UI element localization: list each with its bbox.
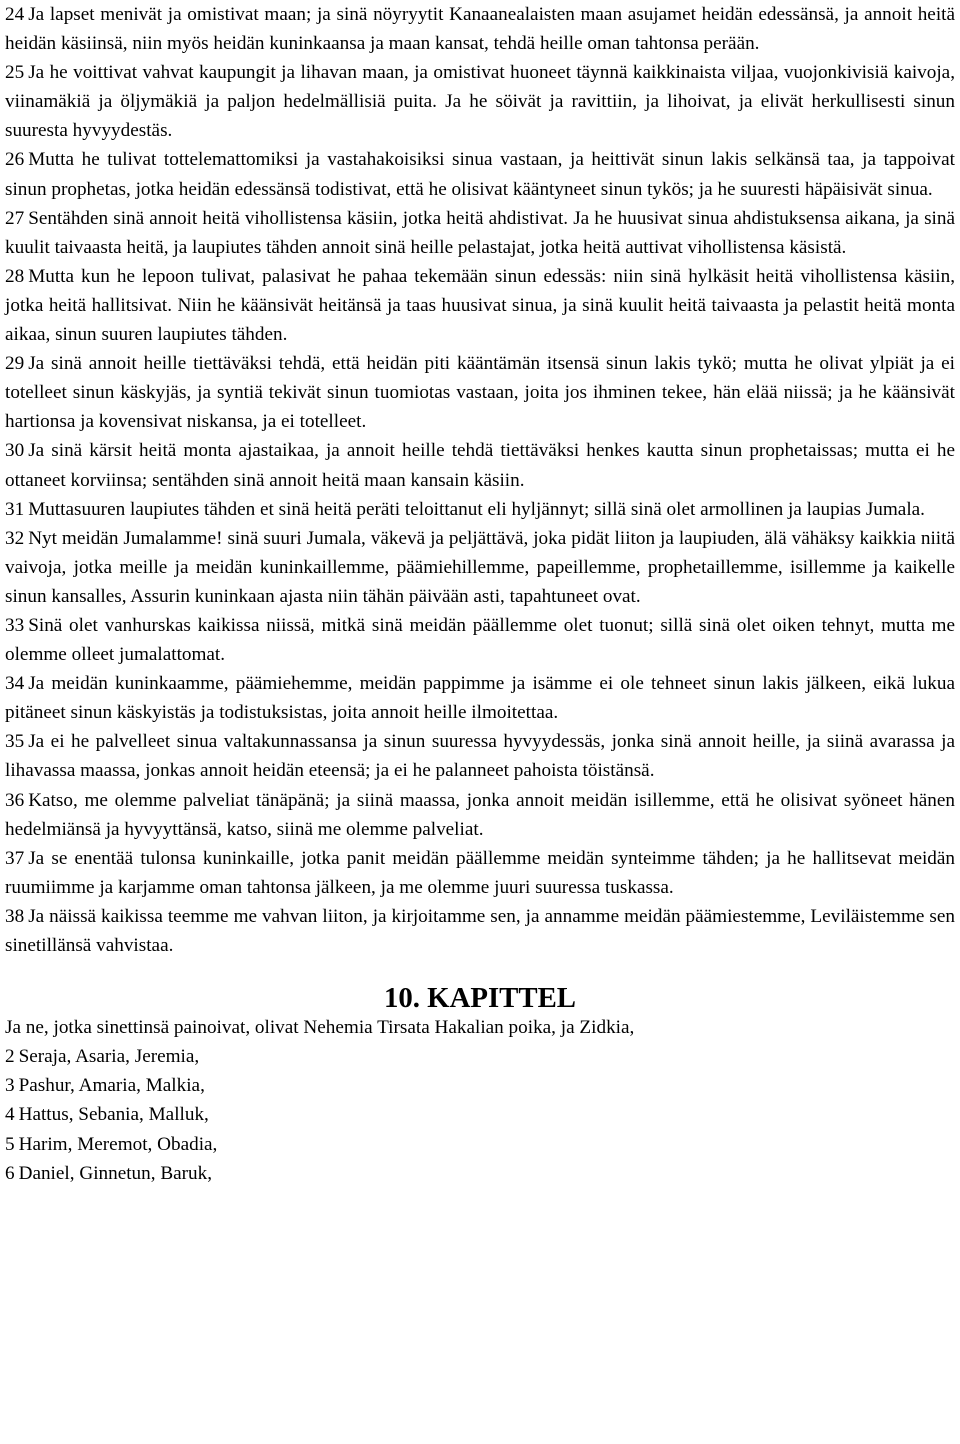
verse-28 <box>5 262 955 349</box>
list-item <box>5 1071 955 1100</box>
verse-number: 33 <box>5 614 25 636</box>
verse-24 <box>5 0 955 58</box>
verse-number: 24 <box>5 4 25 25</box>
verse-text: Katso, me olemme palveliat tänäpänä; ja siinä maassa, jonka annoit meidän isillemme, että he olisivat syöneet hänen hedelmiänsä ja hyvyyttänsä, katso, siinä me olemme palveliat. <box>5 789 955 840</box>
verse-number: 35 <box>5 731 25 753</box>
verse-33 <box>5 611 955 669</box>
list-item <box>5 1100 955 1129</box>
verse-number: 34 <box>5 673 25 695</box>
verse-35 <box>5 727 955 785</box>
verse-number: 25 <box>5 62 25 84</box>
verse-37 <box>5 844 955 902</box>
verse-31 <box>5 495 955 524</box>
verse-text: Pashur, Amaria, Malkia, <box>18 1075 205 1097</box>
verse-text: Mutta he tulivat tottelemattomiksi ja vastahakoisiksi sinua vastaan, ja heittivät sinun lakis selkänsä taa, ja tappoivat sinun prophetas, jotka heidän edessänsä todistivat, että he olisivat kääntyneet sinun tykös; ja he suuresti häpäisivät sinua. <box>5 149 955 200</box>
verse-36 <box>5 786 955 844</box>
verse-number: 3 <box>5 1075 15 1097</box>
verse-text: Mutta kun he lepoon tulivat, palasivat he pahaa tekemään sinun edessäs: niin sinä hylkäsit heitä vihollistensa käsiin, jotka heitä hallitsivat. Niin he käänsivät heitänsä ja taas huusivat sinua, ja sinä kuulit heitä taivaasta ja pelastit heitä monta aikaa, sinun suuren laupiutes tähden. <box>5 265 955 346</box>
verse-34 <box>5 669 955 727</box>
verse-30 <box>5 436 955 494</box>
verse-number: 32 <box>5 527 25 549</box>
verse-text: Sentähden sinä annoit heitä vihollistensa käsiin, jotka heitä ahdistivat. Ja he huusivat sinua ahdistuksensa aikana, ja sinä kuulit taivaasta heitä, ja laupiutes tähden annoit sinä heille pelastajat, jotka heitä auttivat vihollistensa käsistä. <box>5 207 955 258</box>
verse-26 <box>5 145 955 203</box>
verse-text: Nyt meidän Jumalamme! sinä suuri Jumala, väkevä ja peljättävä, joka pidät liiton ja laupiuden, älä vähäksy kaikkia niitä vaivoja, jotka meille ja meidän kuninkaillemme, päämiehillemme, papeillemme, prophetaillemme, isillemme ja kaikelle sinun kansalles, Assurin kuninkaan ajasta niin tähän päivään asti, tapahtuneet ovat. <box>5 527 955 607</box>
verse-text: Ja näissä kaikissa teemme me vahvan liiton, ja kirjoitamme sen, ja annamme meidän päämiestemme, Leviläistemme sen sinetillänsä vahvistaa. <box>5 905 955 956</box>
verse-text: Daniel, Ginnetun, Baruk, <box>18 1162 213 1184</box>
chapter-heading: 10. KAPITTEL <box>383 982 577 1015</box>
verse-number: 31 <box>5 498 25 520</box>
verse-text: Ja meidän kuninkaamme, päämiehemme, meidän pappimme ja isämme ei ole tehneet sinun lakis jälkeen, eikä lukua pitäneet sinun käskyistäs ja todistuksistas, joita annoit heille ilmoitettaa. <box>5 673 955 724</box>
verse-text: Seraja, Asaria, Jeremia, <box>18 1046 200 1068</box>
name-list <box>5 1042 955 1187</box>
verse-list <box>5 0 955 960</box>
list-item <box>5 1159 955 1188</box>
verse-32 <box>5 524 955 611</box>
verse-27 <box>5 204 955 262</box>
verse-29 <box>5 349 955 436</box>
list-item <box>5 1042 955 1071</box>
document-page <box>5 0 955 1188</box>
verse-25 <box>5 58 955 145</box>
verse-38 <box>5 902 955 960</box>
verse-text: Ja sinä annoit heille tiettäväksi tehdä, että heidän piti kääntämän itsensä sinun lakis tykö; mutta he olivat ylpiät ja ei totelleet sinun käskyjäs, ja syntiä tekivät sinun tuomiotas vastaan, joita jos ihminen tekee, hän elää niissä; ja he käänsivät hartionsa ja kovensivat niskansa, ja ei totelleet. <box>5 353 955 433</box>
verse-number: 26 <box>5 149 25 171</box>
verse-number: 5 <box>5 1133 15 1155</box>
verse-text: Ja se enentää tulonsa kuninkaille, jotka panit meidän päällemme meidän synteimme tähden; ja he hallitsevat meidän ruumiimme ja karjamme oman tahtonsa jälkeen, ja me olemme juuri suuressa tuskassa. <box>5 847 955 898</box>
chapter-intro: Ja ne, jotka sinettinsä painoivat, olivat Nehemia Tirsata Hakalian poika, ja Zidkia, <box>5 1017 635 1039</box>
verse-text: Ja lapset menivät ja omistivat maan; ja sinä nöyryytit Kanaanealaisten maan asujamet heidän edessänsä, ja annoit heitä heidän käsiinsä, niin myös heidän kuninkaansa ja maan kansat, tehdä heille oman tahtonsa perään. <box>5 4 955 55</box>
verse-text: Ja sinä kärsit heitä monta ajastaikaa, ja annoit heille tehdä tiettäväksi henkes kautta sinun prophetaissas; mutta ei he ottaneet korviinsa; sentähden sinä annoit heitä maan kansain käsiin. <box>5 440 955 491</box>
verse-text: Ja ei he palvelleet sinua valtakunnassansa ja sinun suuressa hyvyydessäs, jonka sinä annoit heille, ja siinä avarassa ja lihavassa maassa, jonkas annoit heidän eteensä; ja ei he palanneet pahoista töistänsä. <box>5 731 955 782</box>
verse-number: 29 <box>5 353 25 375</box>
verse-text: Harim, Meremot, Obadia, <box>18 1133 218 1155</box>
list-item <box>5 1130 955 1159</box>
verse-number: 4 <box>5 1104 15 1126</box>
verse-number: 36 <box>5 789 25 811</box>
verse-text: Sinä olet vanhurskas kaikissa niissä, mitkä sinä meidän päällemme olet tuonut; sillä sinä olet oiken tehnyt, mutta me olemme olleet jumalattomat. <box>5 614 955 666</box>
verse-number: 28 <box>5 265 25 287</box>
verse-number: 27 <box>5 207 25 229</box>
verse-number: 6 <box>5 1162 15 1184</box>
verse-number: 37 <box>5 847 25 869</box>
verse-text: Ja he voittivat vahvat kaupungit ja lihavan maan, ja omistivat huoneet täynnä kaikkinaista viljaa, vuojonkivisiä kaivoja, viinamäkiä ja öljymäkiä ja paljon hedelmällisiä puita. Ja he söivät ja ravittiin, ja lihoivat, ja elivät herkullisesti sinun suuresta hyvyydestäs. <box>5 62 955 142</box>
verse-text: Muttasuuren laupiutes tähden et sinä heitä peräti teloittanut eli hyljännyt; sillä sinä olet armollinen ja laupias Jumala. <box>28 498 925 520</box>
verse-number: 30 <box>5 440 25 462</box>
verse-text: Hattus, Sebania, Malluk, <box>18 1104 209 1126</box>
verse-number: 2 <box>5 1046 15 1068</box>
verse-number: 38 <box>5 905 25 927</box>
